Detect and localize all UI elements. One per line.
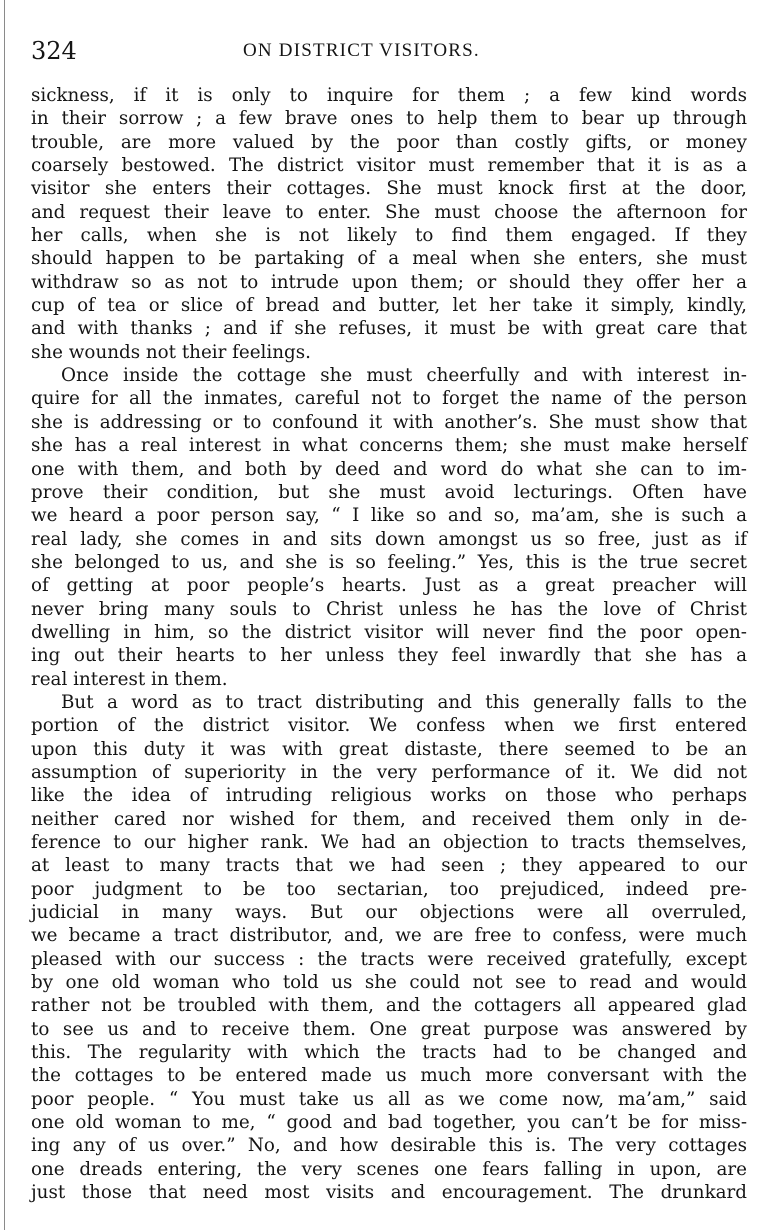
text-line: one with them, and both by deed and word do what she can to im- — [31, 458, 747, 480]
text-line: portion of the district visitor. We confess when we first entered — [31, 715, 747, 737]
text-line: she has a real interest in what concerns them; she must make herself — [31, 435, 747, 457]
text-line: she is addressing or to confound it with another’s. She must show that — [31, 411, 747, 433]
text-line: never bring many souls to Christ unless he has the love of Christ — [31, 598, 747, 620]
text-line: rather not be troubled with them, and the cottagers all appeared glad — [31, 995, 747, 1017]
text-line: by one old woman who told us she could not see to read and would — [31, 972, 747, 994]
text-line: coarsely bestowed. The district visitor must remember that it is as a — [31, 155, 747, 177]
running-title: ON DISTRICT VISITORS. — [243, 40, 480, 61]
text-line: this. The regularity with which the tracts had to be changed and — [31, 1042, 747, 1064]
text-line: ing any of us over.” No, and how desirable this is. The very cottages — [31, 1135, 747, 1157]
text-line: we became a tract distributor, and, we are free to confess, were much — [31, 925, 747, 947]
text-line: and request their leave to enter. She must choose the afternoon for — [31, 201, 747, 223]
text-line: poor people. “ You must take us all as we come now, ma’am,” said — [31, 1088, 747, 1110]
text-line: ference to our higher rank. We had an objection to tracts themselves, — [31, 832, 747, 853]
text-line: and with thanks ; and if she refuses, it must be with great care that — [31, 318, 747, 340]
page-header — [31, 36, 747, 66]
text-line: one old woman to me, “ good and bad together, you can’t be for miss- — [31, 1112, 747, 1134]
text-line: assumption of superiority in the very performance of it. We did not — [31, 761, 747, 783]
text-line: cup of tea or slice of bread and butter, let her take it simply, kindly, — [31, 295, 747, 317]
page-number: 324 — [31, 37, 77, 65]
text-line: like the idea of intruding religious works on those who perhaps — [31, 785, 747, 807]
text-line: upon this duty it was with great distaste, there seemed to be an — [31, 738, 747, 760]
text-line: ing out their hearts to her unless they feel inwardly that she has a — [31, 645, 747, 667]
text-line: judicial in many ways. But our objections were all overruled, — [31, 902, 747, 924]
text-line: in their sorrow ; a few brave ones to help them to bear up through — [31, 108, 747, 130]
paragraph-start-line: Once inside the cottage she must cheerfully and with interest in- — [61, 365, 747, 387]
page-edge-line — [4, 0, 5, 1230]
text-line: should happen to be partaking of a meal when she enters, she must — [31, 248, 747, 270]
text-line: at least to many tracts that we had seen ; they appeared to our — [31, 855, 747, 877]
text-line: dwelling in him, so the district visitor will never find the poor open- — [31, 621, 747, 643]
text-line: her calls, when she is not likely to find them engaged. If they — [31, 225, 747, 247]
text-line: the cottages to be entered made us much more conversant with the — [31, 1065, 747, 1087]
paragraph-end-line: she wounds not their feelings. — [31, 341, 311, 363]
text-line: to see us and to receive them. One great purpose was answered by — [31, 1018, 747, 1040]
paragraph-start-line: But a word as to tract distributing and this generally falls to the — [61, 691, 747, 713]
paragraph-end-line: real interest in them. — [31, 668, 228, 690]
text-line: sickness, if it is only to inquire for them ; a few kind words — [31, 85, 747, 106]
text-line: of getting at poor people’s hearts. Just as a great preacher will — [31, 575, 747, 597]
text-line: visitor she enters their cottages. She must knock first at the door, — [31, 178, 747, 200]
text-line: trouble, are more valued by the poor than costly gifts, or money — [31, 131, 747, 153]
text-line: neither cared nor wished for them, and received them only in de- — [31, 808, 747, 830]
text-line: pleased with our success : the tracts were received gratefully, except — [31, 948, 747, 970]
text-line: withdraw so as not to intrude upon them; or should they offer her a — [31, 271, 747, 293]
text-line: real lady, she comes in and sits down amongst us so free, just as if — [31, 528, 747, 550]
text-line: one dreads entering, the very scenes one fears falling in upon, are — [31, 1158, 747, 1180]
text-line: she belonged to us, and she is so feeling.” Yes, this is the true secret — [31, 551, 747, 573]
text-line: just those that need most visits and encouragement. The drunkard — [31, 1182, 747, 1204]
text-line: prove their condition, but she must avoid lecturings. Often have — [31, 481, 747, 503]
text-line: we heard a poor person say, “ I like so and so, ma’am, she is such a — [31, 505, 747, 527]
text-line: quire for all the inmates, careful not to forget the name of the person — [31, 388, 747, 410]
text-line: poor judgment to be too sectarian, too prejudiced, indeed pre- — [31, 878, 747, 900]
body-text — [31, 84, 747, 1205]
